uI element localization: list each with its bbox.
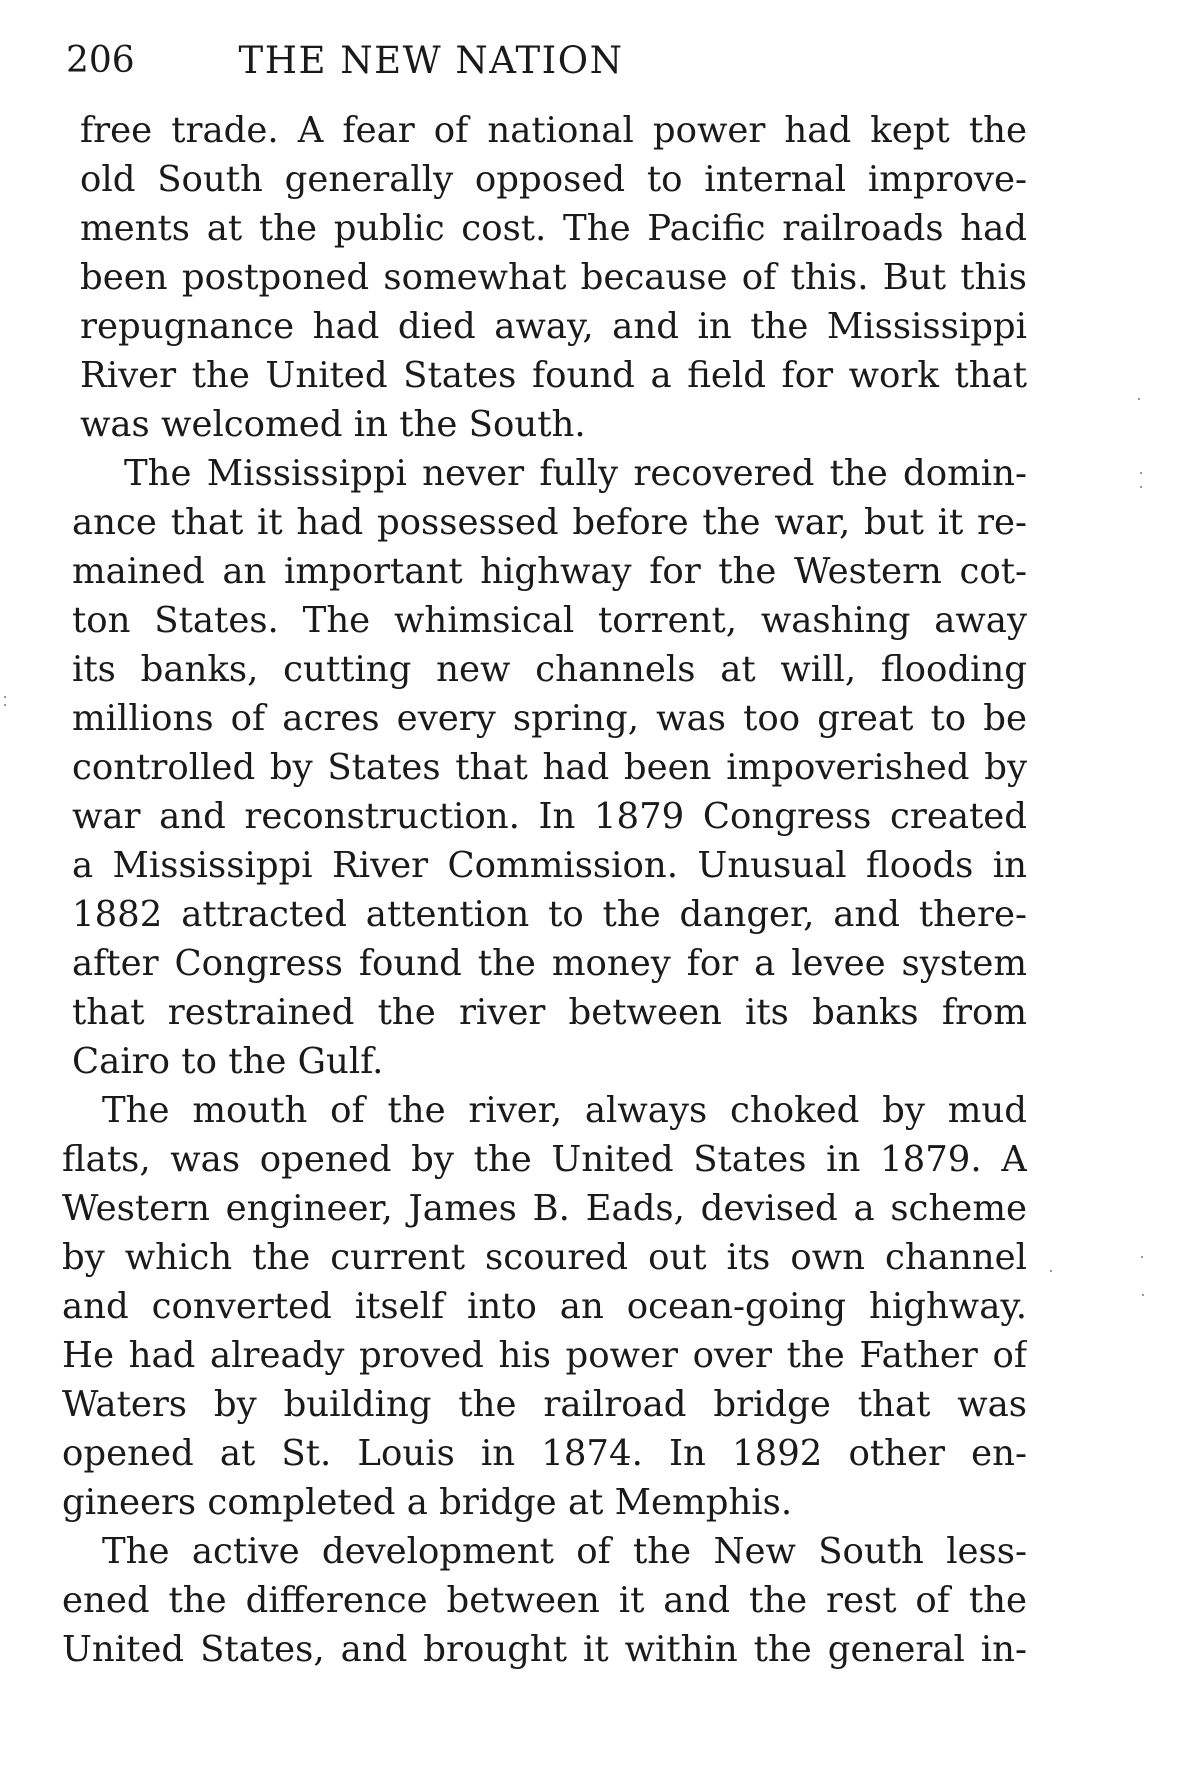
text-line: been postponed somewhat because of this. But this: [80, 257, 1027, 298]
text-line: The active development of the New South less-: [102, 1531, 1027, 1572]
paragraph: [62, 1527, 1027, 1674]
text-line: war and reconstruction. In 1879 Congress created: [72, 796, 1027, 837]
text-line: Western engineer, James B. Eads, devised a scheme: [62, 1188, 1027, 1229]
text-line: millions of acres every spring, was too great to be: [72, 698, 1027, 739]
text-line: by which the current scoured out its own channel: [62, 1237, 1027, 1278]
text-line: that restrained the river between its banks from: [72, 992, 1027, 1033]
text-line: after Congress found the money for a levee system: [72, 943, 1027, 984]
scan-speck: [1140, 472, 1142, 474]
paragraph: [62, 449, 1027, 1086]
running-head: THE NEW NATION: [238, 39, 624, 82]
text-line: Waters by building the railroad bridge that was: [62, 1384, 1027, 1425]
text-line: Cairo to the Gulf.: [72, 1041, 384, 1082]
paragraph: [62, 106, 1027, 449]
text-line: ton States. The whimsical torrent, washing away: [72, 600, 1027, 641]
text-line: The mouth of the river, always choked by mud: [102, 1090, 1027, 1131]
text-line: controlled by States that had been impoverished by: [72, 747, 1027, 788]
text-line: opened at St. Louis in 1874. In 1892 other en-: [62, 1433, 1027, 1474]
page-header: [66, 36, 796, 86]
text-line: ments at the public cost. The Pacific railroads had: [80, 208, 1027, 249]
scan-speck: [1138, 398, 1140, 400]
text-line: its banks, cutting new channels at will, flooding: [72, 649, 1027, 690]
paragraph: [62, 1086, 1027, 1527]
text-line: He had already proved his power over the Father of: [62, 1335, 1027, 1376]
text-line: mained an important highway for the Western cot-: [72, 551, 1027, 592]
text-line: The Mississippi never fully recovered the domin-: [124, 453, 1027, 494]
text-line: old South generally opposed to internal improve-: [80, 159, 1027, 200]
scan-speck: [1140, 486, 1142, 488]
scan-speck: [1050, 1270, 1052, 1272]
text-line: United States, and brought it within the general in-: [62, 1629, 1027, 1670]
text-line: ance that it had possessed before the war, but it re-: [72, 502, 1027, 543]
text-line: and converted itself into an ocean-going highway.: [62, 1286, 1027, 1327]
scan-speck: [4, 704, 6, 706]
text-line: 1882 attracted attention to the danger, and there-: [72, 894, 1027, 935]
text-line: was welcomed in the South.: [80, 404, 586, 445]
scan-speck: [1141, 1256, 1143, 1258]
scan-speck: [1142, 1294, 1144, 1296]
scan-speck: [4, 696, 6, 698]
text-line: repugnance had died away, and in the Mississippi: [80, 306, 1027, 347]
text-line: free trade. A fear of national power had kept the: [80, 110, 1027, 151]
text-line: a Mississippi River Commission. Unusual floods in: [72, 845, 1027, 886]
text-line: River the United States found a field for work that: [80, 355, 1027, 396]
page-number: 206: [66, 40, 135, 81]
text-line: ened the difference between it and the rest of the: [62, 1580, 1027, 1621]
text-line: gineers completed a bridge at Memphis.: [62, 1482, 793, 1523]
body-text: [62, 106, 1027, 1674]
text-line: flats, was opened by the United States in 1879. A: [62, 1139, 1027, 1180]
